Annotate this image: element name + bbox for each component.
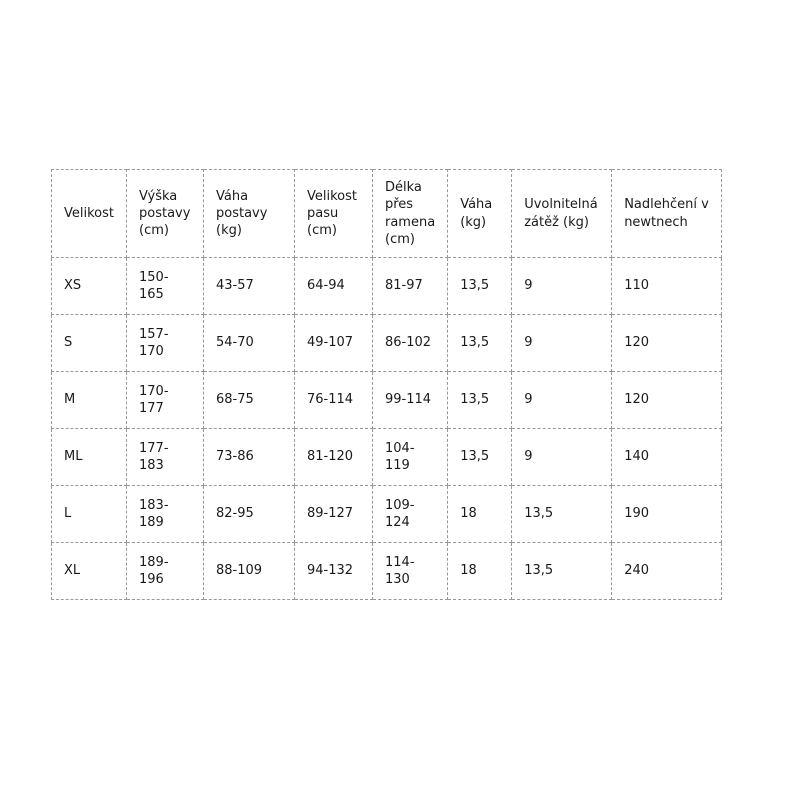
cell-buoyancy: 120	[612, 372, 722, 429]
sizing-table	[51, 169, 722, 600]
cell-height: 150-165	[127, 258, 204, 315]
cell-weight: 13,5	[448, 315, 512, 372]
cell-shoulder: 109-124	[373, 486, 448, 543]
cell-waist: 49-107	[295, 315, 373, 372]
cell-shoulder: 99-114	[373, 372, 448, 429]
cell-waist: 89-127	[295, 486, 373, 543]
cell-buoyancy: 120	[612, 315, 722, 372]
cell-weight: 13,5	[448, 429, 512, 486]
cell-shoulder: 86-102	[373, 315, 448, 372]
cell-size: ML	[52, 429, 127, 486]
cell-height: 177-183	[127, 429, 204, 486]
cell-size: L	[52, 486, 127, 543]
table-row-l	[52, 486, 722, 543]
header-cell-waist-size: Velikost pasu (cm)	[295, 170, 373, 258]
cell-height: 189-196	[127, 543, 204, 600]
cell-size: M	[52, 372, 127, 429]
cell-ballast: 9	[512, 429, 612, 486]
table-row-s	[52, 315, 722, 372]
cell-ballast: 13,5	[512, 486, 612, 543]
header-cell-buoyancy-newtons: Nadlehčení v newtnech	[612, 170, 722, 258]
cell-body-weight: 68-75	[204, 372, 295, 429]
cell-shoulder: 104-119	[373, 429, 448, 486]
cell-body-weight: 73-86	[204, 429, 295, 486]
header-cell-body-weight: Váha postavy (kg)	[204, 170, 295, 258]
cell-waist: 81-120	[295, 429, 373, 486]
table-row-xs	[52, 258, 722, 315]
table-row-xl	[52, 543, 722, 600]
cell-body-weight: 82-95	[204, 486, 295, 543]
header-cell-releasable-ballast: Uvolnitelná zátěž (kg)	[512, 170, 612, 258]
header-cell-body-height: Výška postavy (cm)	[127, 170, 204, 258]
cell-body-weight: 54-70	[204, 315, 295, 372]
cell-height: 170-177	[127, 372, 204, 429]
cell-ballast: 13,5	[512, 543, 612, 600]
table-row-ml	[52, 429, 722, 486]
cell-size: XS	[52, 258, 127, 315]
cell-size: XL	[52, 543, 127, 600]
cell-waist: 76-114	[295, 372, 373, 429]
cell-waist: 64-94	[295, 258, 373, 315]
cell-shoulder: 81-97	[373, 258, 448, 315]
header-cell-shoulder-length: Délka přes ramena (cm)	[373, 170, 448, 258]
cell-waist: 94-132	[295, 543, 373, 600]
header-cell-size: Velikost	[52, 170, 127, 258]
cell-buoyancy: 110	[612, 258, 722, 315]
cell-ballast: 9	[512, 372, 612, 429]
cell-weight: 13,5	[448, 372, 512, 429]
cell-size: S	[52, 315, 127, 372]
cell-ballast: 9	[512, 315, 612, 372]
cell-buoyancy: 240	[612, 543, 722, 600]
table-row-m	[52, 372, 722, 429]
cell-height: 157-170	[127, 315, 204, 372]
sizing-table-container	[51, 169, 722, 600]
cell-shoulder: 114-130	[373, 543, 448, 600]
header-cell-weight: Váha (kg)	[448, 170, 512, 258]
cell-ballast: 9	[512, 258, 612, 315]
cell-buoyancy: 190	[612, 486, 722, 543]
cell-weight: 13,5	[448, 258, 512, 315]
cell-body-weight: 43-57	[204, 258, 295, 315]
cell-height: 183-189	[127, 486, 204, 543]
cell-buoyancy: 140	[612, 429, 722, 486]
header-row	[52, 170, 722, 258]
cell-body-weight: 88-109	[204, 543, 295, 600]
cell-weight: 18	[448, 543, 512, 600]
cell-weight: 18	[448, 486, 512, 543]
